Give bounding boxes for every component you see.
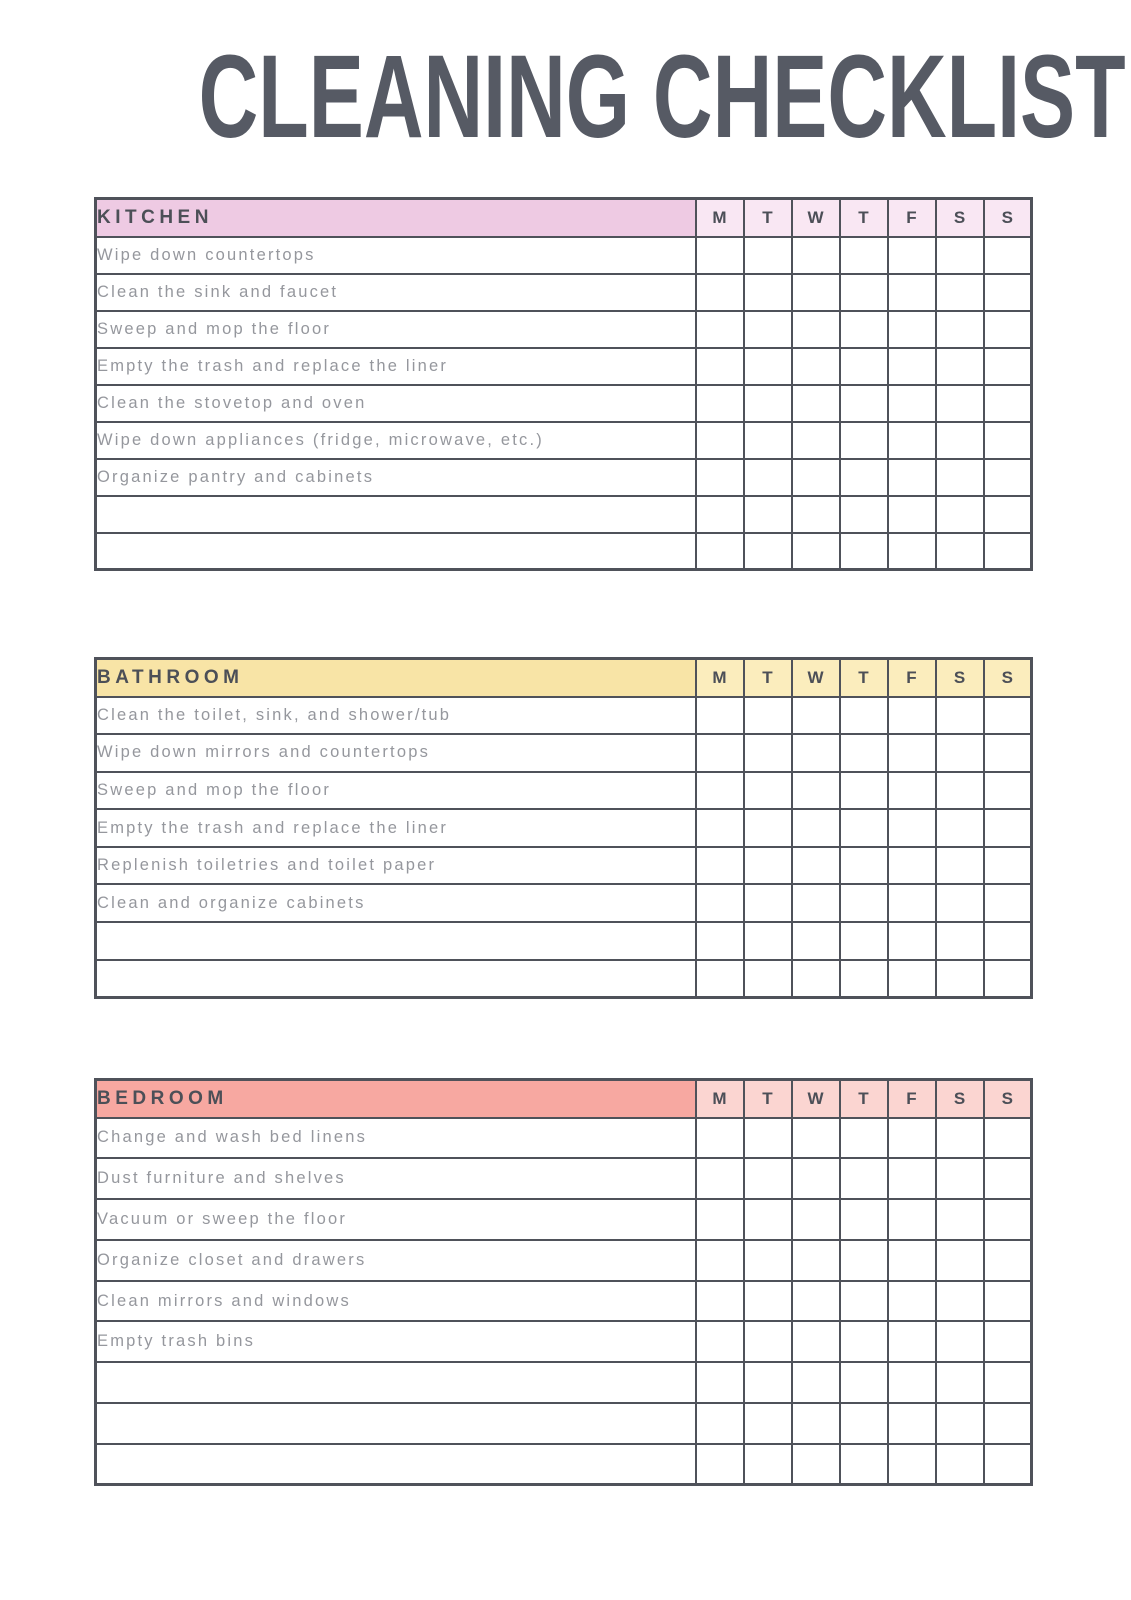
check-cell-thu[interactable] bbox=[840, 311, 888, 348]
task-row bbox=[96, 311, 1032, 348]
check-cell-sat[interactable] bbox=[936, 422, 984, 459]
check-cell-mon[interactable] bbox=[696, 734, 744, 772]
check-cell-fri[interactable] bbox=[888, 1281, 936, 1322]
check-cell-mon[interactable] bbox=[696, 311, 744, 348]
check-cell-mon[interactable] bbox=[696, 1362, 744, 1403]
check-cell-tue[interactable] bbox=[744, 1158, 792, 1199]
empty-task-label bbox=[96, 1403, 696, 1444]
check-cell-sun[interactable] bbox=[984, 1240, 1032, 1281]
check-cell-sat[interactable] bbox=[936, 1362, 984, 1403]
day-header-thu: T bbox=[840, 1080, 888, 1118]
check-cell-wed[interactable] bbox=[792, 1321, 840, 1362]
task-label: Empty the trash and replace the liner bbox=[96, 809, 696, 847]
check-cell-tue[interactable] bbox=[744, 237, 792, 274]
day-header-tue: T bbox=[744, 659, 792, 697]
check-cell-wed[interactable] bbox=[792, 385, 840, 422]
check-cell-thu[interactable] bbox=[840, 274, 888, 311]
day-header-sun: S bbox=[984, 659, 1032, 697]
empty-row bbox=[96, 1403, 1032, 1444]
check-cell-sat[interactable] bbox=[936, 1403, 984, 1444]
check-cell-mon[interactable] bbox=[696, 459, 744, 496]
check-cell-thu[interactable] bbox=[840, 734, 888, 772]
check-cell-sat[interactable] bbox=[936, 1444, 984, 1485]
check-cell-wed[interactable] bbox=[792, 533, 840, 570]
check-cell-tue[interactable] bbox=[744, 496, 792, 533]
check-cell-sun[interactable] bbox=[984, 274, 1032, 311]
check-cell-wed[interactable] bbox=[792, 422, 840, 459]
check-cell-thu[interactable] bbox=[840, 1118, 888, 1159]
task-label: Organize pantry and cabinets bbox=[96, 459, 696, 496]
task-row bbox=[96, 734, 1032, 772]
check-cell-mon[interactable] bbox=[696, 1118, 744, 1159]
day-header-sat: S bbox=[936, 659, 984, 697]
task-label: Clean mirrors and windows bbox=[96, 1281, 696, 1322]
check-cell-sat[interactable] bbox=[936, 1118, 984, 1159]
check-cell-mon[interactable] bbox=[696, 348, 744, 385]
check-cell-tue[interactable] bbox=[744, 274, 792, 311]
check-cell-thu[interactable] bbox=[840, 348, 888, 385]
check-cell-thu[interactable] bbox=[840, 422, 888, 459]
check-cell-wed[interactable] bbox=[792, 496, 840, 533]
task-label: Empty the trash and replace the liner bbox=[96, 348, 696, 385]
check-cell-tue[interactable] bbox=[744, 1362, 792, 1403]
task-row bbox=[96, 809, 1032, 847]
check-cell-sun[interactable] bbox=[984, 385, 1032, 422]
check-cell-sun[interactable] bbox=[984, 960, 1032, 998]
check-cell-tue[interactable] bbox=[744, 734, 792, 772]
check-cell-mon[interactable] bbox=[696, 385, 744, 422]
check-cell-sun[interactable] bbox=[984, 884, 1032, 922]
check-cell-tue[interactable] bbox=[744, 311, 792, 348]
day-header-sun: S bbox=[984, 1080, 1032, 1118]
check-cell-thu[interactable] bbox=[840, 237, 888, 274]
check-cell-tue[interactable] bbox=[744, 960, 792, 998]
check-cell-tue[interactable] bbox=[744, 922, 792, 960]
page-title-text: CLEANING CHECKLIST bbox=[198, 31, 1126, 163]
check-cell-fri[interactable] bbox=[888, 385, 936, 422]
check-cell-fri[interactable] bbox=[888, 1321, 936, 1362]
task-row bbox=[96, 697, 1032, 735]
check-cell-sun[interactable] bbox=[984, 809, 1032, 847]
check-cell-wed[interactable] bbox=[792, 960, 840, 998]
check-cell-fri[interactable] bbox=[888, 496, 936, 533]
check-cell-sat[interactable] bbox=[936, 734, 984, 772]
check-cell-sun[interactable] bbox=[984, 847, 1032, 885]
check-cell-fri[interactable] bbox=[888, 459, 936, 496]
task-row bbox=[96, 1158, 1032, 1199]
check-cell-wed[interactable] bbox=[792, 922, 840, 960]
check-cell-thu[interactable] bbox=[840, 1403, 888, 1444]
check-cell-wed[interactable] bbox=[792, 274, 840, 311]
check-cell-sat[interactable] bbox=[936, 772, 984, 810]
day-header-tue: T bbox=[744, 199, 792, 237]
check-cell-thu[interactable] bbox=[840, 772, 888, 810]
check-cell-sun[interactable] bbox=[984, 1403, 1032, 1444]
check-cell-wed[interactable] bbox=[792, 1199, 840, 1240]
check-cell-sun[interactable] bbox=[984, 533, 1032, 570]
task-row bbox=[96, 1321, 1032, 1362]
check-cell-mon[interactable] bbox=[696, 1158, 744, 1199]
task-row bbox=[96, 1240, 1032, 1281]
check-cell-wed[interactable] bbox=[792, 237, 840, 274]
check-cell-fri[interactable] bbox=[888, 311, 936, 348]
check-cell-sun[interactable] bbox=[984, 1199, 1032, 1240]
check-cell-sat[interactable] bbox=[936, 1158, 984, 1199]
check-cell-tue[interactable] bbox=[744, 1240, 792, 1281]
check-cell-wed[interactable] bbox=[792, 1362, 840, 1403]
check-cell-fri[interactable] bbox=[888, 1118, 936, 1159]
check-cell-mon[interactable] bbox=[696, 274, 744, 311]
check-cell-wed[interactable] bbox=[792, 1444, 840, 1485]
check-cell-sun[interactable] bbox=[984, 459, 1032, 496]
check-cell-thu[interactable] bbox=[840, 960, 888, 998]
check-cell-mon[interactable] bbox=[696, 809, 744, 847]
task-label: Clean the stovetop and oven bbox=[96, 385, 696, 422]
check-cell-sat[interactable] bbox=[936, 274, 984, 311]
check-cell-sun[interactable] bbox=[984, 922, 1032, 960]
check-cell-fri[interactable] bbox=[888, 1158, 936, 1199]
task-row bbox=[96, 348, 1032, 385]
empty-task-label bbox=[96, 1444, 696, 1485]
check-cell-tue[interactable] bbox=[744, 533, 792, 570]
check-cell-tue[interactable] bbox=[744, 697, 792, 735]
check-cell-thu[interactable] bbox=[840, 922, 888, 960]
empty-row bbox=[96, 1444, 1032, 1485]
check-cell-thu[interactable] bbox=[840, 1240, 888, 1281]
check-cell-sat[interactable] bbox=[936, 1281, 984, 1322]
check-cell-tue[interactable] bbox=[744, 385, 792, 422]
check-cell-wed[interactable] bbox=[792, 311, 840, 348]
check-cell-thu[interactable] bbox=[840, 385, 888, 422]
task-label: Clean the sink and faucet bbox=[96, 274, 696, 311]
check-cell-wed[interactable] bbox=[792, 1240, 840, 1281]
check-cell-sun[interactable] bbox=[984, 1321, 1032, 1362]
check-cell-fri[interactable] bbox=[888, 960, 936, 998]
check-cell-fri[interactable] bbox=[888, 809, 936, 847]
task-row bbox=[96, 459, 1032, 496]
check-cell-wed[interactable] bbox=[792, 1403, 840, 1444]
check-cell-mon[interactable] bbox=[696, 422, 744, 459]
day-header-thu: T bbox=[840, 199, 888, 237]
check-cell-thu[interactable] bbox=[840, 1444, 888, 1485]
check-cell-fri[interactable] bbox=[888, 734, 936, 772]
check-cell-fri[interactable] bbox=[888, 422, 936, 459]
check-cell-tue[interactable] bbox=[744, 1444, 792, 1485]
check-cell-sun[interactable] bbox=[984, 1118, 1032, 1159]
check-cell-fri[interactable] bbox=[888, 1362, 936, 1403]
task-row bbox=[96, 1118, 1032, 1159]
check-cell-sat[interactable] bbox=[936, 237, 984, 274]
check-cell-sun[interactable] bbox=[984, 1444, 1032, 1485]
check-cell-tue[interactable] bbox=[744, 1118, 792, 1159]
empty-row bbox=[96, 496, 1032, 533]
day-header-mon: M bbox=[696, 1080, 744, 1118]
check-cell-mon[interactable] bbox=[696, 1281, 744, 1322]
task-label: Empty trash bins bbox=[96, 1321, 696, 1362]
check-cell-wed[interactable] bbox=[792, 697, 840, 735]
check-cell-tue[interactable] bbox=[744, 1321, 792, 1362]
task-label: Wipe down countertops bbox=[96, 237, 696, 274]
task-label: Organize closet and drawers bbox=[96, 1240, 696, 1281]
check-cell-mon[interactable] bbox=[696, 697, 744, 735]
check-cell-sun[interactable] bbox=[984, 734, 1032, 772]
task-label: Clean and organize cabinets bbox=[96, 884, 696, 922]
page-title bbox=[0, 31, 1131, 163]
task-row bbox=[96, 772, 1032, 810]
check-cell-mon[interactable] bbox=[696, 960, 744, 998]
day-header-mon: M bbox=[696, 199, 744, 237]
check-cell-wed[interactable] bbox=[792, 1118, 840, 1159]
check-cell-tue[interactable] bbox=[744, 348, 792, 385]
day-header-tue: T bbox=[744, 1080, 792, 1118]
day-header-fri: F bbox=[888, 659, 936, 697]
check-cell-sat[interactable] bbox=[936, 922, 984, 960]
empty-row bbox=[96, 960, 1032, 998]
check-cell-fri[interactable] bbox=[888, 1444, 936, 1485]
check-cell-wed[interactable] bbox=[792, 772, 840, 810]
check-cell-fri[interactable] bbox=[888, 697, 936, 735]
section-kitchen bbox=[94, 197, 1033, 571]
task-row bbox=[96, 237, 1032, 274]
day-header-sat: S bbox=[936, 1080, 984, 1118]
check-cell-sat[interactable] bbox=[936, 385, 984, 422]
check-cell-sat[interactable] bbox=[936, 1199, 984, 1240]
check-cell-mon[interactable] bbox=[696, 533, 744, 570]
check-cell-sun[interactable] bbox=[984, 1281, 1032, 1322]
check-cell-sun[interactable] bbox=[984, 496, 1032, 533]
empty-row bbox=[96, 922, 1032, 960]
check-cell-thu[interactable] bbox=[840, 1158, 888, 1199]
check-cell-tue[interactable] bbox=[744, 422, 792, 459]
table-header-row bbox=[96, 199, 1032, 237]
check-cell-mon[interactable] bbox=[696, 1321, 744, 1362]
check-cell-tue[interactable] bbox=[744, 1199, 792, 1240]
check-cell-sat[interactable] bbox=[936, 533, 984, 570]
checklist-table-bathroom bbox=[94, 657, 1033, 999]
check-cell-mon[interactable] bbox=[696, 772, 744, 810]
check-cell-thu[interactable] bbox=[840, 496, 888, 533]
day-header-mon: M bbox=[696, 659, 744, 697]
check-cell-tue[interactable] bbox=[744, 459, 792, 496]
check-cell-sun[interactable] bbox=[984, 772, 1032, 810]
checklist-table-kitchen bbox=[94, 197, 1033, 571]
check-cell-sun[interactable] bbox=[984, 422, 1032, 459]
section-bathroom bbox=[94, 657, 1033, 999]
check-cell-mon[interactable] bbox=[696, 496, 744, 533]
day-header-sat: S bbox=[936, 199, 984, 237]
check-cell-sun[interactable] bbox=[984, 348, 1032, 385]
check-cell-fri[interactable] bbox=[888, 922, 936, 960]
check-cell-fri[interactable] bbox=[888, 237, 936, 274]
check-cell-sun[interactable] bbox=[984, 1158, 1032, 1199]
task-label: Dust furniture and shelves bbox=[96, 1158, 696, 1199]
day-header-fri: F bbox=[888, 199, 936, 237]
task-label: Sweep and mop the floor bbox=[96, 311, 696, 348]
check-cell-mon[interactable] bbox=[696, 237, 744, 274]
empty-row bbox=[96, 1362, 1032, 1403]
check-cell-tue[interactable] bbox=[744, 1281, 792, 1322]
check-cell-sat[interactable] bbox=[936, 496, 984, 533]
check-cell-sat[interactable] bbox=[936, 348, 984, 385]
check-cell-thu[interactable] bbox=[840, 1321, 888, 1362]
check-cell-mon[interactable] bbox=[696, 922, 744, 960]
task-label: Vacuum or sweep the floor bbox=[96, 1199, 696, 1240]
task-label: Change and wash bed linens bbox=[96, 1118, 696, 1159]
empty-task-label bbox=[96, 1362, 696, 1403]
check-cell-sat[interactable] bbox=[936, 1321, 984, 1362]
day-header-wed: W bbox=[792, 199, 840, 237]
check-cell-sat[interactable] bbox=[936, 311, 984, 348]
day-header-thu: T bbox=[840, 659, 888, 697]
check-cell-thu[interactable] bbox=[840, 847, 888, 885]
day-header-fri: F bbox=[888, 1080, 936, 1118]
check-cell-fri[interactable] bbox=[888, 1240, 936, 1281]
check-cell-tue[interactable] bbox=[744, 1403, 792, 1444]
check-cell-mon[interactable] bbox=[696, 1199, 744, 1240]
check-cell-wed[interactable] bbox=[792, 1158, 840, 1199]
check-cell-tue[interactable] bbox=[744, 772, 792, 810]
check-cell-fri[interactable] bbox=[888, 348, 936, 385]
check-cell-fri[interactable] bbox=[888, 274, 936, 311]
section-bedroom bbox=[94, 1078, 1033, 1486]
empty-row bbox=[96, 533, 1032, 570]
day-header-sun: S bbox=[984, 199, 1032, 237]
table-header-row bbox=[96, 1080, 1032, 1118]
section-title: KITCHEN bbox=[96, 199, 696, 237]
check-cell-thu[interactable] bbox=[840, 884, 888, 922]
check-cell-tue[interactable] bbox=[744, 847, 792, 885]
check-cell-wed[interactable] bbox=[792, 884, 840, 922]
check-cell-sat[interactable] bbox=[936, 884, 984, 922]
check-cell-fri[interactable] bbox=[888, 884, 936, 922]
check-cell-tue[interactable] bbox=[744, 884, 792, 922]
check-cell-thu[interactable] bbox=[840, 459, 888, 496]
section-title: BATHROOM bbox=[96, 659, 696, 697]
check-cell-fri[interactable] bbox=[888, 533, 936, 570]
check-cell-thu[interactable] bbox=[840, 1362, 888, 1403]
empty-task-label bbox=[96, 922, 696, 960]
check-cell-mon[interactable] bbox=[696, 1403, 744, 1444]
task-row bbox=[96, 422, 1032, 459]
check-cell-mon[interactable] bbox=[696, 884, 744, 922]
task-label: Sweep and mop the floor bbox=[96, 772, 696, 810]
check-cell-sat[interactable] bbox=[936, 847, 984, 885]
check-cell-thu[interactable] bbox=[840, 809, 888, 847]
check-cell-tue[interactable] bbox=[744, 809, 792, 847]
checklist-table-bedroom bbox=[94, 1078, 1033, 1486]
check-cell-sun[interactable] bbox=[984, 1362, 1032, 1403]
check-cell-fri[interactable] bbox=[888, 772, 936, 810]
check-cell-wed[interactable] bbox=[792, 809, 840, 847]
task-row bbox=[96, 1199, 1032, 1240]
check-cell-fri[interactable] bbox=[888, 1403, 936, 1444]
check-cell-thu[interactable] bbox=[840, 697, 888, 735]
check-cell-sun[interactable] bbox=[984, 697, 1032, 735]
task-label: Clean the toilet, sink, and shower/tub bbox=[96, 697, 696, 735]
task-row bbox=[96, 884, 1032, 922]
check-cell-mon[interactable] bbox=[696, 847, 744, 885]
day-header-wed: W bbox=[792, 659, 840, 697]
day-header-wed: W bbox=[792, 1080, 840, 1118]
check-cell-wed[interactable] bbox=[792, 847, 840, 885]
check-cell-mon[interactable] bbox=[696, 1240, 744, 1281]
empty-task-label bbox=[96, 533, 696, 570]
check-cell-sat[interactable] bbox=[936, 459, 984, 496]
check-cell-sun[interactable] bbox=[984, 237, 1032, 274]
check-cell-wed[interactable] bbox=[792, 1281, 840, 1322]
check-cell-wed[interactable] bbox=[792, 459, 840, 496]
check-cell-sat[interactable] bbox=[936, 960, 984, 998]
check-cell-wed[interactable] bbox=[792, 348, 840, 385]
check-cell-sat[interactable] bbox=[936, 1240, 984, 1281]
empty-task-label bbox=[96, 960, 696, 998]
check-cell-wed[interactable] bbox=[792, 734, 840, 772]
check-cell-sun[interactable] bbox=[984, 311, 1032, 348]
task-row bbox=[96, 847, 1032, 885]
empty-task-label bbox=[96, 496, 696, 533]
check-cell-mon[interactable] bbox=[696, 1444, 744, 1485]
check-cell-fri[interactable] bbox=[888, 847, 936, 885]
task-row bbox=[96, 385, 1032, 422]
check-cell-thu[interactable] bbox=[840, 533, 888, 570]
check-cell-thu[interactable] bbox=[840, 1199, 888, 1240]
table-header-row bbox=[96, 659, 1032, 697]
task-label: Wipe down appliances (fridge, microwave, etc.) bbox=[96, 422, 696, 459]
task-label: Wipe down mirrors and countertops bbox=[96, 734, 696, 772]
task-row bbox=[96, 274, 1032, 311]
check-cell-thu[interactable] bbox=[840, 1281, 888, 1322]
section-title: BEDROOM bbox=[96, 1080, 696, 1118]
check-cell-fri[interactable] bbox=[888, 1199, 936, 1240]
task-label: Replenish toiletries and toilet paper bbox=[96, 847, 696, 885]
check-cell-sat[interactable] bbox=[936, 697, 984, 735]
task-row bbox=[96, 1281, 1032, 1322]
check-cell-sat[interactable] bbox=[936, 809, 984, 847]
